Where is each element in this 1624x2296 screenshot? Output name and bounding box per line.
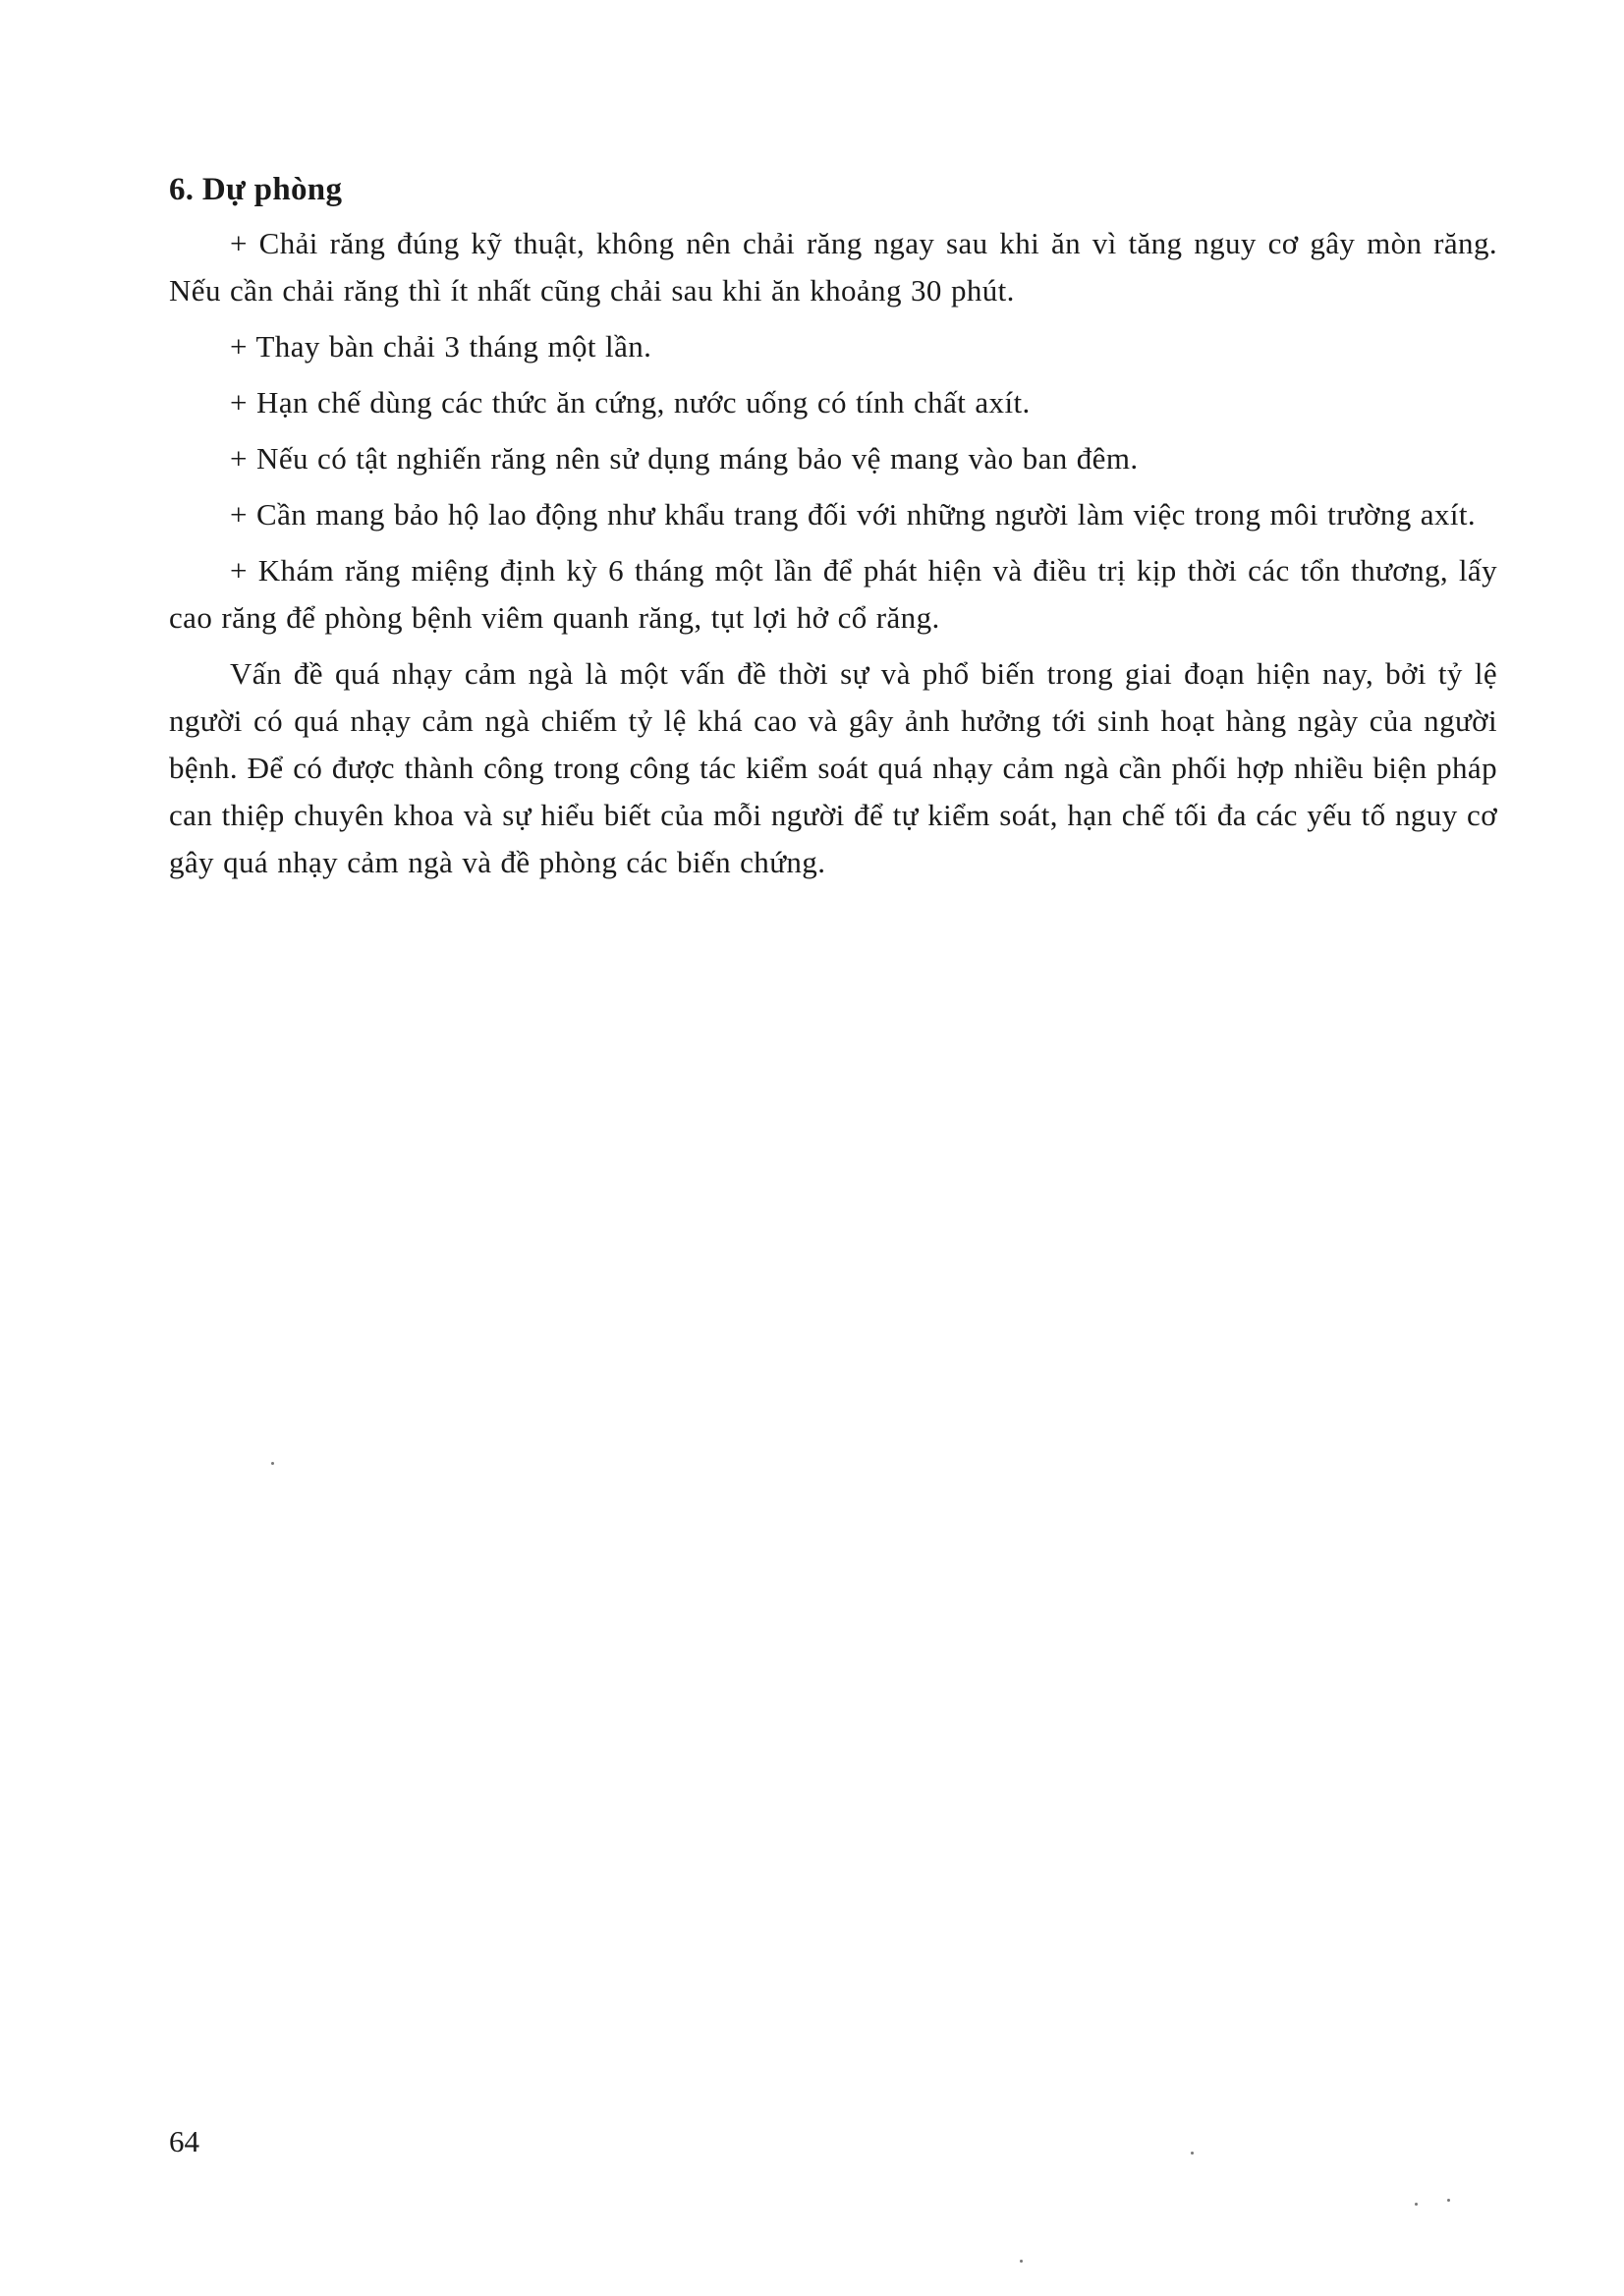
scan-speck [1020,2260,1023,2263]
page-body [169,165,1497,895]
bullet-dental-checkup: + Khám răng miệng định kỳ 6 tháng một lần để phát hiện và điều trị kịp thời các tổn thương, lấy cao răng để phòng bệnh viêm quanh răng, tụt lợi hở cổ răng. [169,553,1497,635]
scan-speck [271,1462,274,1465]
section-heading: 6. Dự phòng [169,172,343,207]
scan-speck [1447,2199,1450,2202]
bullet-limit-acidic-food: + Hạn chế dùng các thức ăn cứng, nước uống có tính chất axít. [230,385,1031,420]
bullet-protective-gear: + Cần mang bảo hộ lao động như khẩu trang đối với những người làm việc trong môi trường axít. [230,497,1476,532]
scan-speck [1191,2152,1194,2155]
bullet-replace-brush: + Thay bàn chải 3 tháng một lần. [230,329,652,364]
conclusion-paragraph: Vấn đề quá nhạy cảm ngà là một vấn đề thời sự và phổ biến trong giai đoạn hiện nay, bởi tỷ lệ người có quá nhạy cảm ngà chiếm tỷ lệ khá cao và gây ảnh hưởng tới sinh hoạt hàng ngày của người bệnh. Để có được thành công trong công tác kiểm soát quá nhạy cảm ngà cần phối hợp nhiều biện pháp can thiệp chuyên khoa và sự hiểu biết của mỗi người để tự kiểm soát, hạn chế tối đa các yếu tố nguy cơ gây quá nhạy cảm ngà và đề phòng các biến chứng. [169,656,1497,879]
bullet-brushing: + Chải răng đúng kỹ thuật, không nên chải răng ngay sau khi ăn vì tăng nguy cơ gây mòn răng. Nếu cần chải răng thì ít nhất cũng chải sau khi ăn khoảng 30 phút. [169,226,1497,308]
bullet-night-guard: + Nếu có tật nghiến răng nên sử dụng máng bảo vệ mang vào ban đêm. [230,441,1139,476]
page-number: 64 [169,2124,199,2158]
scan-speck [1415,2203,1418,2206]
